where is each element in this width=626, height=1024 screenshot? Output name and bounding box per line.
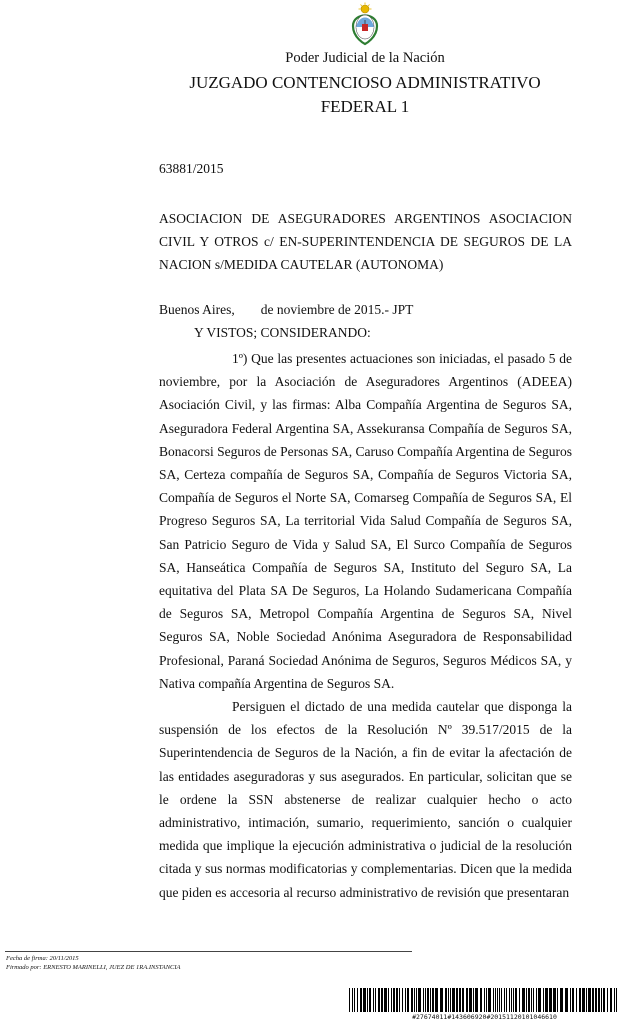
court-name: JUZGADO CONTENCIOSO ADMINISTRATIVO	[189, 73, 541, 92]
signature-date: Fecha de firma: 20/11/2015	[6, 955, 79, 962]
court-name-line2: FEDERAL 1	[320, 97, 410, 116]
date-rest: de noviembre de 2015.- JPT	[260, 302, 414, 317]
footer-divider	[5, 951, 412, 952]
case-number: 63881/2015	[159, 161, 224, 176]
paragraph: Persiguen el dictado de una medida cautelar que disponga la suspensión de los efectos de la Resolución Nº 39.517/2015 de la Superintendencia de Seguros de la Nación, a fin de evitar la afectación de las entidades aseguradoras y sus asegurados. En particular, solicitan que se le ordene la SSN abstenerse de realizar cualquier hecho o acto administrativo, intimación, sumario, requerimiento, sanción o cualquier medida que implique la ejecución administrativa o judicial de la resolución citada y sus normas modificatorias y complementarias. Dicen que la medida que piden es accesoria al recurso administrativo de revisión que presentaran	[159, 699, 572, 900]
court-branch: Poder Judicial de la Nación	[285, 50, 445, 66]
barcode-icon	[349, 988, 620, 1012]
coat-of-arms-icon	[347, 2, 383, 46]
case-caption: ASOCIACION DE ASEGURADORES ARGENTINOS ASOCIACION CIVIL Y OTROS c/ EN-SUPERINTENDENCIA DE SEGUROS DE LA NACION s/MEDIDA CAUTELAR (AUTONOMA)	[159, 211, 572, 273]
date-place: Buenos Aires,	[159, 302, 235, 317]
barcode-number: #27674011#143606920#20151120101046610	[412, 1013, 557, 1021]
document-body	[159, 347, 572, 904]
date-line	[159, 302, 413, 318]
paragraph: 1º) Que las presentes actuaciones son iniciadas, el pasado 5 de noviembre, por la Asociación de Aseguradores Argentinos (ADEEA) Asociación Civil, y las firmas: Alba Compañía Argentina de Seguros SA, Aseguradora Federal Argentina SA, Assekuransa Compañía de Seguros SA, Bonacorsi Seguros de Personas SA, Caruso Compañía Argentina de Seguros SA, Certeza compañía de Seguros SA, Compañía de Seguros Victoria SA, Compañía de Seguros el Norte SA, Comarseg Compañía de Seguros SA, El Progreso Seguros SA, La territorial Vida Salud Compañía de Seguros SA, San Patricio Seguro de Vida y Salud SA, El Surco Compañía de Seguros SA, Hanseática Compañía de Seguros SA, Instituto del Seguro SA, La equitativa del Plata SA De Seguros, La Holando Sudamericana Compañía de Seguros SA, Metropol Compañía Argentina de Seguros SA, Nivel Seguros SA, Noble Sociedad Anónima Aseguradora de Responsabilidad Profesional, Paraná Sociedad Anónima de Seguros, Seguros Médicos SA, y Nativa compañía Argentina de Seguros SA.	[159, 351, 572, 691]
vistos-heading: Y VISTOS; CONSIDERANDO:	[194, 325, 371, 340]
signed-by: Firmado por: ERNESTO MARINELLI, JUEZ DE 1RA.INSTANCIA	[6, 964, 181, 971]
